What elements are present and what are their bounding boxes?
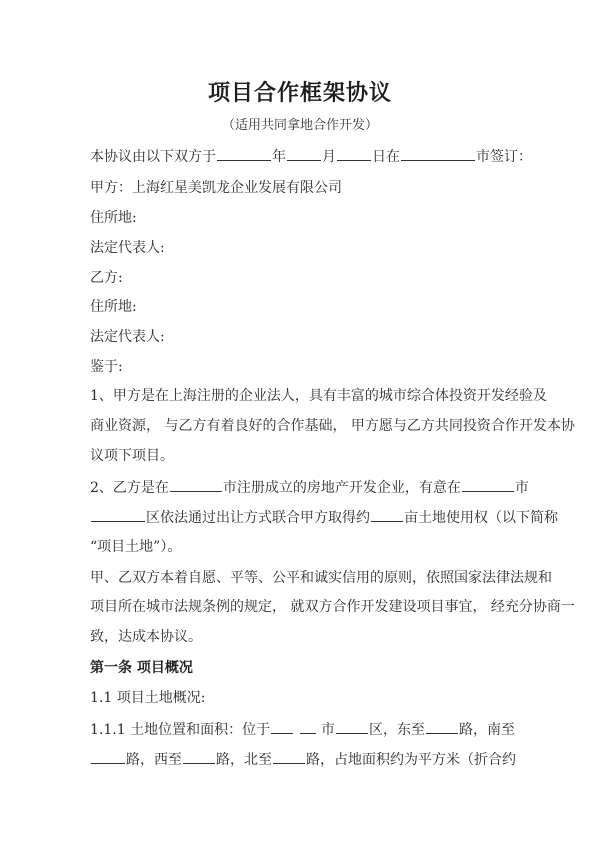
blank-district xyxy=(91,507,145,522)
blank-registration-city xyxy=(170,477,222,492)
article-1-heading: 第一条 项目概况 xyxy=(90,660,193,676)
party-a-legal-rep: 法定代表人: xyxy=(90,240,165,256)
whereas-heading: 鉴于: xyxy=(90,359,123,375)
clause-1-line-1: 1、甲方是在上海注册的企业法人，具有丰富的城市综合体投资开发经验及 xyxy=(90,388,547,404)
document-title: 项目合作框架协议 xyxy=(207,80,392,106)
party-b-legal-rep: 法定代表人: xyxy=(90,329,165,345)
clause-2-line-2: 区依法通过出让方式联合甲方取得约 亩土地使用权（以下简称 xyxy=(90,507,558,528)
clause-2-line-1: 2、乙方是在 市注册成立的房地产开发企业，有意在 市 xyxy=(90,477,529,498)
signing-statement: 本协议由以下双方于 年 月 日在 市签订： xyxy=(90,146,532,167)
section-1-1-1-line-2: 路，西至 路，北至 路，占地面积约为平方米（折合约 xyxy=(90,749,516,770)
clause-1-line-2: 商业资源， 与乙方有着良好的合作基础， 甲方愿与乙方共同投资合作开发本协 xyxy=(90,418,575,434)
section-1-1-1-line-1: 1.1.1 土地位置和面积：位于 市 区，东至 路，南至 xyxy=(90,719,515,740)
section-1-1: 1.1 项目土地概况: xyxy=(90,690,206,706)
document-subtitle: （适用共同拿地合作开发） xyxy=(221,118,378,133)
blank-east-road xyxy=(426,719,458,734)
blank-land-district xyxy=(336,719,368,734)
blank-west-road xyxy=(183,749,215,764)
blank-north-road xyxy=(273,749,305,764)
party-b-name: 乙方: xyxy=(90,270,123,286)
clause-3-line-2: 项目所在城市法规条例的规定， 就双方合作开发建设项目事宜， 经充分协商一 xyxy=(90,599,575,615)
blank-project-city xyxy=(462,477,514,492)
blank-year xyxy=(217,146,271,161)
blank-day xyxy=(337,146,371,161)
blank-city xyxy=(401,146,475,161)
clause-1-line-3: 议项下项目。 xyxy=(90,448,174,464)
blank-month xyxy=(287,146,321,161)
party-a-name: 甲方：上海红星美凯龙企业发展有限公司 xyxy=(90,180,342,196)
party-a-address: 住所地: xyxy=(90,210,137,226)
blank-land-area-mu xyxy=(371,507,403,522)
clause-3-line-1: 甲、乙双方本着自愿、平等、公平和诚实信用的原则，依照国家法律法规和 xyxy=(90,570,552,586)
blank-province-2 xyxy=(300,719,316,734)
blank-province xyxy=(271,719,293,734)
clause-2-line-3: “项目土地”）。 xyxy=(90,539,182,555)
blank-south-road xyxy=(91,749,125,764)
clause-3-line-3: 致，达成本协议。 xyxy=(90,629,202,645)
party-b-address: 住所地: xyxy=(90,299,137,315)
